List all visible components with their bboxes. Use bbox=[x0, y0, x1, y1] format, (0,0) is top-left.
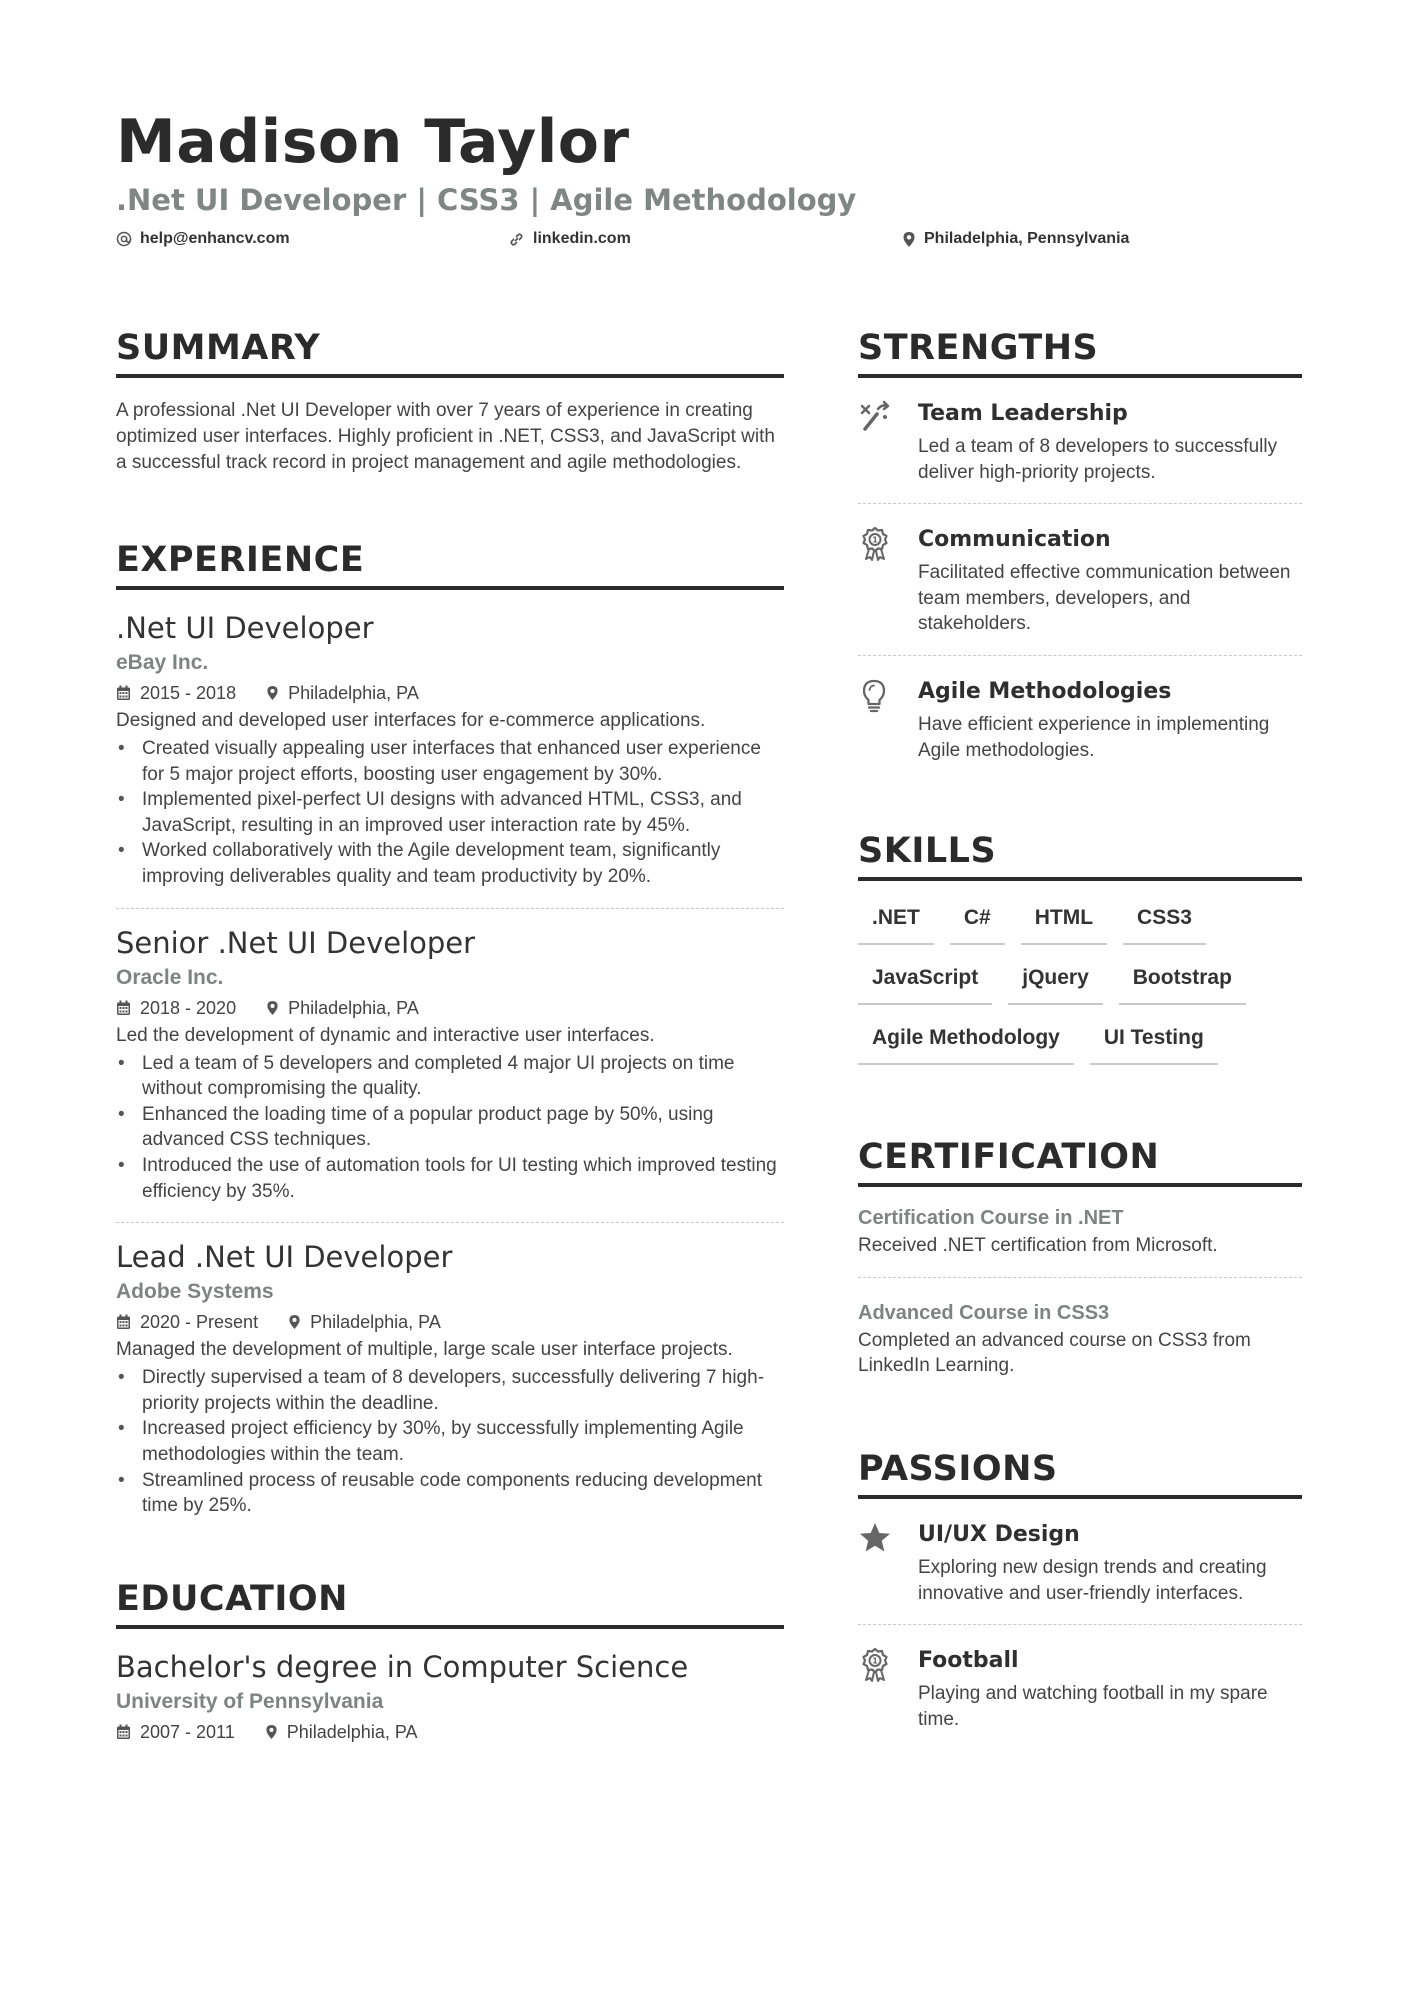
magic-wand-icon bbox=[858, 400, 892, 434]
star-icon bbox=[858, 1521, 892, 1555]
job-description: Led the development of dynamic and interactive user interfaces. bbox=[116, 1024, 655, 1046]
bullet-item: • Directly supervised a team of 8 developers, successfully delivering 7 high-priority projects within the deadline. bbox=[116, 1365, 784, 1416]
job-entry bbox=[116, 590, 784, 909]
summary-heading: SUMMARY bbox=[116, 326, 784, 378]
job-location bbox=[266, 678, 419, 708]
passion-title: UI/UX Design bbox=[918, 1521, 1080, 1547]
bullet-item: • Streamlined process of reusable code components reducing development time by 25%. bbox=[116, 1468, 784, 1519]
strength-desc: Have efficient experience in implementing Agile methodologies. bbox=[918, 713, 1270, 761]
location-text: Philadelphia, Pennsylvania bbox=[924, 230, 1130, 247]
job-location bbox=[266, 993, 419, 1023]
company-name: Oracle Inc. bbox=[116, 965, 224, 989]
company-name: eBay Inc. bbox=[116, 651, 209, 674]
strength-body bbox=[918, 676, 1302, 763]
passion-item bbox=[858, 1624, 1302, 1750]
certification-desc: Completed an advanced course on CSS3 from LinkedIn Learning. bbox=[858, 1329, 1251, 1377]
map-pin-icon bbox=[266, 685, 279, 701]
calendar-icon bbox=[116, 685, 131, 701]
passion-icon-wrap bbox=[858, 1519, 918, 1606]
location-text: Philadelphia, PA bbox=[310, 1312, 441, 1333]
svg-text:1: 1 bbox=[872, 535, 878, 545]
job-meta bbox=[116, 993, 784, 1023]
summary-section bbox=[116, 326, 784, 476]
linkedin-text: linkedin.com bbox=[533, 230, 631, 247]
skill-tag: Agile Methodology bbox=[858, 1019, 1074, 1065]
skills-list bbox=[858, 881, 1302, 1079]
certification-title: Certification Course in .NET bbox=[858, 1207, 1124, 1230]
at-icon bbox=[116, 231, 132, 247]
location-text: Philadelphia, PA bbox=[286, 1721, 418, 1742]
calendar-icon bbox=[116, 1000, 131, 1016]
summary-text: A professional .Net UI Developer with over 7 years of experience in creating optimized user interfaces. Highly proficient in .NET, CSS3, and JavaScript with a successful track record in project management and agile methodologies. bbox=[116, 400, 775, 473]
calendar-icon bbox=[116, 1724, 131, 1740]
passion-body bbox=[918, 1645, 1302, 1732]
certification-title: Advanced Course in CSS3 bbox=[858, 1301, 1110, 1324]
svg-text:1: 1 bbox=[872, 1656, 878, 1666]
email-text: help@enhancv.com bbox=[140, 230, 290, 247]
job-location bbox=[288, 1307, 441, 1337]
strength-body bbox=[918, 524, 1302, 637]
job-bullets bbox=[116, 1051, 784, 1205]
strength-title: Communication bbox=[918, 527, 1111, 553]
strength-desc: Facilitated effective communication between team members, developers, and stakeholders. bbox=[918, 562, 1291, 635]
strength-desc: Led a team of 8 developers to successfully deliver high-priority projects. bbox=[918, 436, 1278, 483]
dates-text: 2020 - Present bbox=[140, 1312, 259, 1333]
strength-item bbox=[858, 655, 1302, 781]
passion-title: Football bbox=[918, 1648, 1019, 1674]
degree-title: Bachelor's degree in Computer Science bbox=[116, 1649, 689, 1684]
education-dates bbox=[116, 1717, 235, 1747]
strength-title: Team Leadership bbox=[918, 401, 1128, 426]
strengths-heading: STRENGTHS bbox=[858, 326, 1302, 378]
left-column bbox=[116, 326, 784, 1747]
job-bullets bbox=[116, 736, 784, 890]
skill-tag: C# bbox=[950, 899, 1005, 945]
job-title: Senior .Net UI Developer bbox=[116, 925, 476, 960]
strength-item bbox=[858, 503, 1302, 655]
job-entry bbox=[116, 1223, 784, 1519]
certification-section bbox=[858, 1135, 1302, 1397]
strengths-section bbox=[858, 326, 1302, 781]
bullet-item: • Implemented pixel-perfect UI designs with advanced HTML, CSS3, and JavaScript, resulting in an improved user interaction rate by 45%. bbox=[116, 787, 784, 838]
skill-tag: JavaScript bbox=[858, 959, 992, 1005]
location-text: Philadelphia, PA bbox=[288, 683, 419, 703]
job-description: Managed the development of multiple, large scale user interface projects. bbox=[116, 1339, 733, 1361]
strength-item bbox=[858, 378, 1302, 503]
strength-icon-wrap bbox=[858, 524, 918, 637]
lightbulb-icon bbox=[858, 678, 890, 714]
link-icon bbox=[508, 231, 525, 248]
job-bullets bbox=[116, 1365, 784, 1519]
strength-body bbox=[918, 398, 1302, 485]
skill-tag: jQuery bbox=[1008, 959, 1103, 1005]
school-name: University of Pennsylvania bbox=[116, 1689, 384, 1713]
contact-linkedin[interactable] bbox=[508, 230, 631, 248]
location-text: Philadelphia, PA bbox=[288, 997, 419, 1018]
passion-body bbox=[918, 1519, 1302, 1606]
job-meta bbox=[116, 1307, 784, 1337]
education-meta bbox=[116, 1717, 784, 1747]
passions-section bbox=[858, 1447, 1302, 1750]
candidate-name: Madison Taylor bbox=[116, 107, 630, 177]
passion-item bbox=[858, 1499, 1302, 1624]
job-description: Designed and developed user interfaces for e-commerce applications. bbox=[116, 710, 706, 731]
skill-tag: .NET bbox=[858, 899, 934, 945]
education-entry bbox=[116, 1629, 784, 1747]
dates-text: 2007 - 2011 bbox=[140, 1721, 235, 1742]
contact-row bbox=[116, 230, 1316, 254]
map-pin-icon bbox=[902, 231, 916, 248]
job-title: .Net UI Developer bbox=[116, 611, 374, 645]
certification-heading: CERTIFICATION bbox=[858, 1135, 1302, 1187]
certification-desc: Received .NET certification from Microsoft. bbox=[858, 1235, 1218, 1257]
strength-title: Agile Methodologies bbox=[918, 678, 1172, 704]
passion-desc: Playing and watching football in my spare time. bbox=[918, 1683, 1268, 1730]
skills-heading: SKILLS bbox=[858, 829, 1302, 881]
calendar-icon bbox=[116, 1314, 131, 1330]
bullet-item: • Led a team of 5 developers and completed 4 major UI projects on time without compromising the quality. bbox=[116, 1051, 784, 1102]
map-pin-icon bbox=[288, 1314, 301, 1330]
education-location bbox=[265, 1717, 418, 1747]
resume-header bbox=[116, 106, 1316, 254]
skill-tag: CSS3 bbox=[1123, 899, 1206, 945]
skill-tag: HTML bbox=[1021, 899, 1107, 945]
strength-icon-wrap bbox=[858, 398, 918, 485]
experience-heading: EXPERIENCE bbox=[116, 538, 784, 590]
passion-desc: Exploring new design trends and creating innovative and user-friendly interfaces. bbox=[918, 1556, 1267, 1604]
bullet-item: • Worked collaboratively with the Agile development team, significantly improving deliverables quality and team productivity by 20%. bbox=[116, 838, 784, 889]
bullet-item: • Increased project efficiency by 30%, by successfully implementing Agile methodologies within the team. bbox=[116, 1416, 784, 1467]
dates-text: 2015 - 2018 bbox=[140, 683, 237, 703]
contact-location bbox=[902, 230, 1129, 248]
company-name: Adobe Systems bbox=[116, 1280, 274, 1304]
passions-heading: PASSIONS bbox=[858, 1447, 1302, 1499]
passion-icon-wrap bbox=[858, 1645, 918, 1732]
job-meta bbox=[116, 678, 784, 708]
job-dates bbox=[116, 993, 236, 1023]
certification-item bbox=[858, 1277, 1302, 1397]
award-medal-icon bbox=[858, 1647, 892, 1683]
strength-icon-wrap bbox=[858, 676, 918, 763]
certification-item bbox=[858, 1187, 1302, 1277]
map-pin-icon bbox=[265, 1724, 278, 1740]
skill-tag: UI Testing bbox=[1090, 1019, 1218, 1065]
award-medal-icon bbox=[858, 526, 892, 562]
bullet-item: • Enhanced the loading time of a popular product page by 50%, using advanced CSS techniques. bbox=[116, 1102, 784, 1153]
bullet-item: • Created visually appealing user interfaces that enhanced user experience for 5 major project efforts, boosting user engagement by 30%. bbox=[116, 736, 784, 787]
dates-text: 2018 - 2020 bbox=[140, 997, 237, 1018]
right-column bbox=[858, 326, 1302, 1750]
education-heading: EDUCATION bbox=[116, 1577, 784, 1629]
contact-email[interactable] bbox=[116, 230, 290, 248]
experience-section bbox=[116, 538, 784, 1519]
skills-section bbox=[858, 829, 1302, 1079]
job-title: Lead .Net UI Developer bbox=[116, 1240, 453, 1275]
skill-tag: Bootstrap bbox=[1119, 959, 1246, 1005]
candidate-headline: .Net UI Developer | CSS3 | Agile Methodology bbox=[116, 183, 857, 217]
job-dates bbox=[116, 1307, 258, 1337]
job-entry bbox=[116, 909, 784, 1224]
bullet-item: • Introduced the use of automation tools for UI testing which improved testing efficiency by 35%. bbox=[116, 1153, 784, 1204]
education-section bbox=[116, 1577, 784, 1747]
job-dates bbox=[116, 678, 236, 708]
map-pin-icon bbox=[266, 1000, 279, 1016]
